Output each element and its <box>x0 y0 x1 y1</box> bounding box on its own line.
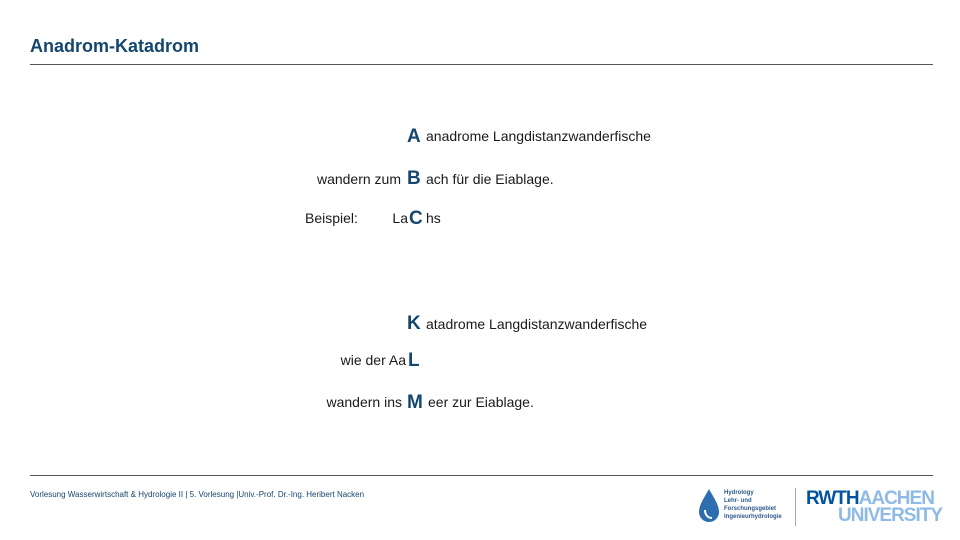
line-a-text: anadrome Langdistanzwanderfische <box>426 128 651 144</box>
slide-title: Anadrom-Katadrom <box>30 36 200 56</box>
letter-k: K <box>407 313 421 334</box>
line-m-prefix: wandern ins <box>326 394 402 410</box>
letter-c: C <box>409 208 423 229</box>
letter-l: L <box>408 350 420 371</box>
footer-text: Vorlesung Wasserwirtschaft & Hydrologie II | 5. Vorlesung |Univ.-Prof. Dr.-Ing. Heribert Nacken <box>30 490 365 499</box>
line-b-text: ach für die Eiablage. <box>426 171 554 187</box>
letter-b: B <box>407 168 421 189</box>
water-drop-icon <box>698 488 720 524</box>
institute-logo <box>698 488 793 528</box>
university-wordmark-light: AACHEN <box>858 488 934 509</box>
line-m-text: eer zur Eiablage. <box>428 394 534 410</box>
institute-name: Hydrology Lehr- und Forschungsgebiet Ingenieurhydrologie <box>724 490 782 520</box>
header-divider <box>30 64 933 65</box>
footer-divider <box>30 475 933 476</box>
line-l-prefix: wie der Aa <box>340 352 406 368</box>
university-wordmark-line2: UNIVERSITY <box>838 505 943 526</box>
line-c-text: hs <box>426 210 441 226</box>
letter-m: M <box>407 392 423 413</box>
example-label: Beispiel: <box>305 210 358 226</box>
letter-a: A <box>407 126 421 147</box>
university-wordmark-dark: RWTH <box>806 488 859 509</box>
logo-divider <box>795 488 796 526</box>
line-b-prefix: wandern zum <box>316 171 401 187</box>
line-k-text: atadrome Langdistanzwanderfische <box>426 316 648 332</box>
line-c-prefix: La <box>392 210 408 226</box>
